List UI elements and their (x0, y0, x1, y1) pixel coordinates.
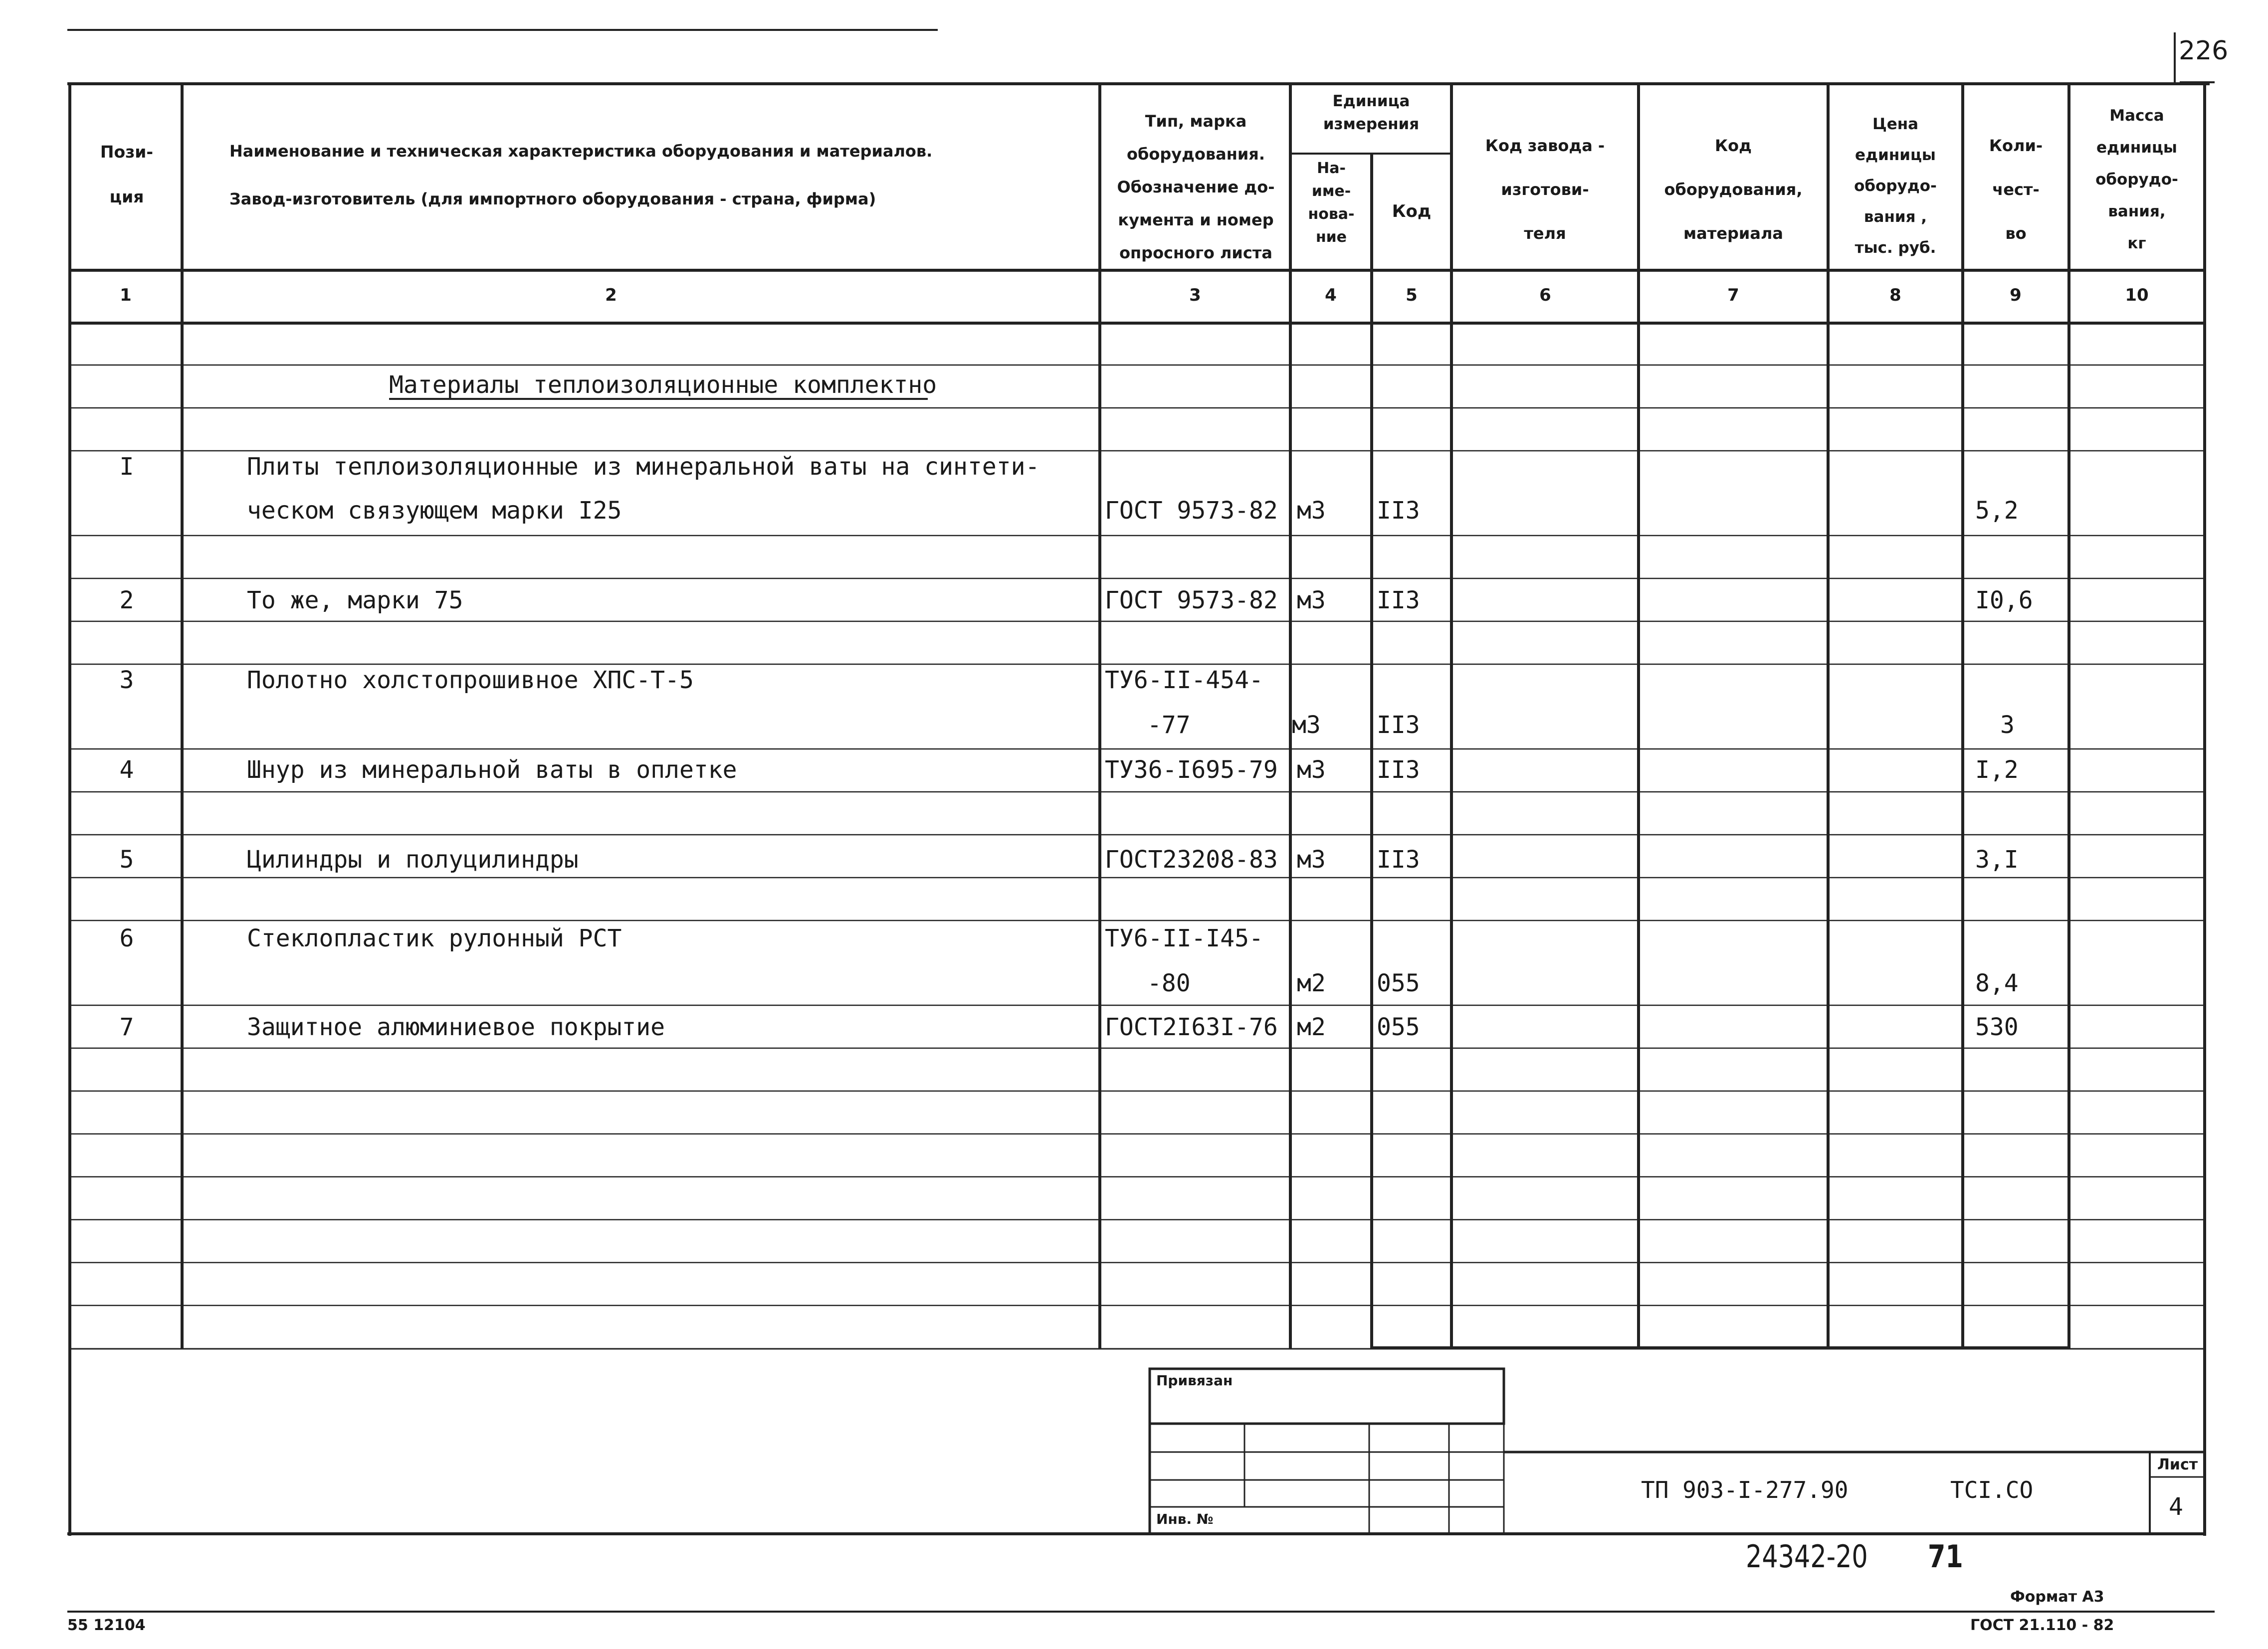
header-equipment-code: Код оборудования, материала (1664, 136, 1803, 243)
row-position: 2 (119, 586, 134, 614)
header-plant-code: Код завода - изготови- теля (1485, 136, 1605, 243)
column-number: 10 (2125, 285, 2149, 305)
gost-standard: ГОСТ 21.110 - 82 (1970, 1617, 2114, 1634)
row-name: Защитное алюминиевое покрытие (247, 1013, 665, 1041)
section-title: Материалы теплоизоляционные комплектно (389, 371, 937, 399)
row-quantity: I,2 (1975, 756, 2019, 784)
header-unit-group: Единица измерения (1323, 92, 1420, 133)
row-name: Цилиндры и полуцилиндры (247, 846, 579, 874)
row-quantity: 5,2 (1975, 497, 2019, 525)
row-quantity: 3 (2000, 711, 2015, 739)
row-type: ГОСТ23208-83 (1105, 846, 1278, 874)
row-name: ческом связующем марки I25 (247, 497, 622, 525)
row-code: II3 (1377, 586, 1420, 614)
column-number: 8 (1889, 285, 1901, 305)
row-quantity: 530 (1975, 1013, 2019, 1041)
column-number: 9 (2010, 285, 2022, 305)
row-code: II3 (1377, 756, 1420, 784)
header-unit-code: Код (1392, 201, 1432, 221)
row-unit: м3 (1297, 756, 1326, 784)
row-position: 7 (119, 1013, 134, 1041)
row-type: -80 (1147, 969, 1191, 997)
row-name: Полотно холстопрошивное ХПС-Т-5 (247, 666, 694, 694)
document-code: ТСI.СО (1950, 1476, 2034, 1503)
row-code: 055 (1377, 969, 1420, 997)
row-code: II3 (1377, 497, 1420, 525)
archive-number-suffix: 71 (1928, 1538, 1963, 1575)
row-position: 6 (119, 924, 134, 952)
row-name: То же, марки 75 (247, 586, 463, 614)
row-type: ГОСТ 9573-82 (1105, 497, 1278, 525)
row-code: II3 (1377, 846, 1420, 874)
sheet-number: 4 (2169, 1493, 2183, 1521)
column-number: 7 (1727, 285, 1739, 305)
row-type: ГОСТ2I63I-76 (1105, 1013, 1278, 1041)
row-quantity: 3,I (1975, 846, 2019, 874)
row-name: Шнур из минеральной ваты в оплетке (247, 756, 737, 784)
stamp-bound-label: Привязан (1156, 1372, 1233, 1389)
row-code: II3 (1377, 711, 1420, 739)
row-quantity: I0,6 (1975, 586, 2033, 614)
row-position: 4 (119, 756, 134, 784)
document-number: ТП 903-I-277.90 (1641, 1476, 1849, 1503)
column-number: 4 (1325, 285, 1337, 305)
row-unit: м3 (1297, 586, 1326, 614)
row-type: ТУ36-I695-79 (1105, 756, 1278, 784)
header-price: Цена единицы оборудо- вания , тыс. руб. (1854, 115, 1937, 257)
row-unit: м2 (1297, 969, 1326, 997)
header-position: Пози- ция (100, 142, 154, 206)
header-mass: Масса единицы оборудо- вания, кг (2095, 107, 2178, 252)
row-quantity: 8,4 (1975, 969, 2019, 997)
row-unit: м3 (1292, 711, 1321, 739)
row-position: 5 (119, 846, 134, 874)
corner-number: 226 (2179, 36, 2229, 66)
row-unit: м3 (1297, 497, 1326, 525)
row-unit: м3 (1297, 846, 1326, 874)
header-name: Наименование и техническая характеристика оборудования и материалов. Завод-изготовитель (для импортного оборудования - страна, фирма) (229, 142, 933, 208)
stamp-inventory-label: Инв. № (1156, 1511, 1214, 1527)
paper-format: Формат А3 (2010, 1588, 2104, 1606)
column-number: 3 (1189, 285, 1201, 305)
row-type: ТУ6-II-I45- (1105, 924, 1263, 952)
row-type: ГОСТ 9573-82 (1105, 586, 1278, 614)
row-unit: м2 (1297, 1013, 1326, 1041)
row-code: 055 (1377, 1013, 1420, 1041)
footer-left: 55 12104 (67, 1617, 146, 1634)
header-type: Тип, марка оборудования. Обозначение до- кумента и номер опросного листа (1117, 112, 1275, 262)
row-name: Стеклопластик рулонный РСТ (247, 924, 622, 952)
column-number: 6 (1539, 285, 1551, 305)
column-number: 1 (120, 285, 132, 305)
sheet-label: Лист (2157, 1456, 2198, 1473)
header-unit-name: На- име- нова- ние (1308, 160, 1355, 246)
row-type: -77 (1147, 711, 1191, 739)
column-number: 2 (605, 285, 617, 305)
row-position: I (119, 453, 134, 481)
archive-number: 24342-20 (1746, 1538, 1868, 1575)
row-position: 3 (119, 666, 134, 694)
row-name: Плиты теплоизоляционные из минеральной ваты на синтети- (247, 453, 1040, 481)
column-number: 5 (1406, 285, 1418, 305)
row-type: ТУ6-II-454- (1105, 666, 1263, 694)
header-quantity: Коли- чест- во (1989, 136, 2043, 243)
